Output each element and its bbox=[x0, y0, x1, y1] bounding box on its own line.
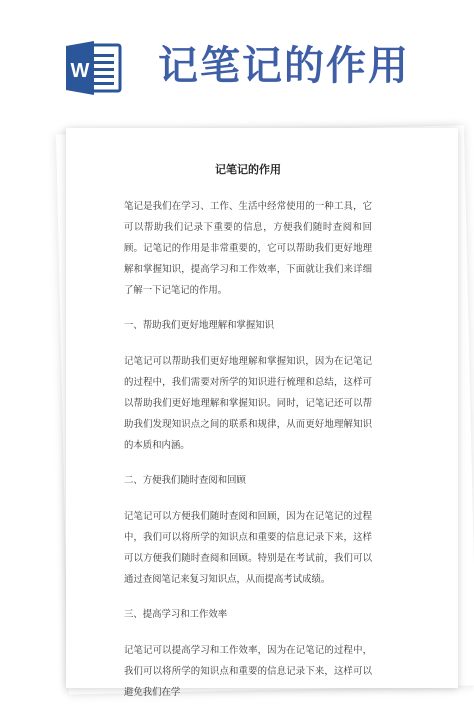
section-heading: 二、方便我们随时查阅和回顾 bbox=[124, 475, 246, 486]
intro-paragraph: 笔记是我们在学习、工作、生活中经常使用的一种工具，它可以帮助我们记录下重要的信息，方便我们随时查阅和回顾。记笔记的作用是非常重要的，它可以帮助我们更好地理解和掌握知识，提高学习和工作效率，下面就让我们来详细了解一下记笔记的作用。 bbox=[124, 201, 372, 296]
section-heading: 三、提高学习和工作效率 bbox=[124, 609, 228, 620]
document-title: 记笔记的作用 bbox=[215, 163, 281, 176]
word-document-icon bbox=[64, 40, 124, 96]
section-paragraph: 记笔记可以提高学习和工作效率，因为在记笔记的过程中，我们可以将所学的知识点和重要的信息记录下来，这样可以避免我们在学 bbox=[124, 645, 372, 698]
document-content bbox=[124, 162, 372, 720]
section-paragraph: 记笔记可以帮助我们更好地理解和掌握知识，因为在记笔记的过程中，我们需要对所学的知识进行梳理和总结，这样可以帮助我们更好地理解和掌握知识。同时，记笔记还可以帮助我们发现知识点之间的联系和规律，从而更好地理解知识的本质和内涵。 bbox=[124, 356, 372, 451]
page-title: 记笔记的作用 bbox=[158, 43, 410, 89]
section-paragraph: 记笔记可以方便我们随时查阅和回顾，因为在记笔记的过程中，我们可以将所学的知识点和重要的信息记录下来，这样可以方便我们随时查阅和回顾。特别是在考试前，我们可以通过查阅笔记来复习知识点，从而提高考试成绩。 bbox=[124, 511, 372, 585]
svg-text:W: W bbox=[70, 60, 90, 82]
header bbox=[0, 0, 474, 120]
section-heading: 一、帮助我们更好地理解和掌握知识 bbox=[124, 320, 275, 331]
